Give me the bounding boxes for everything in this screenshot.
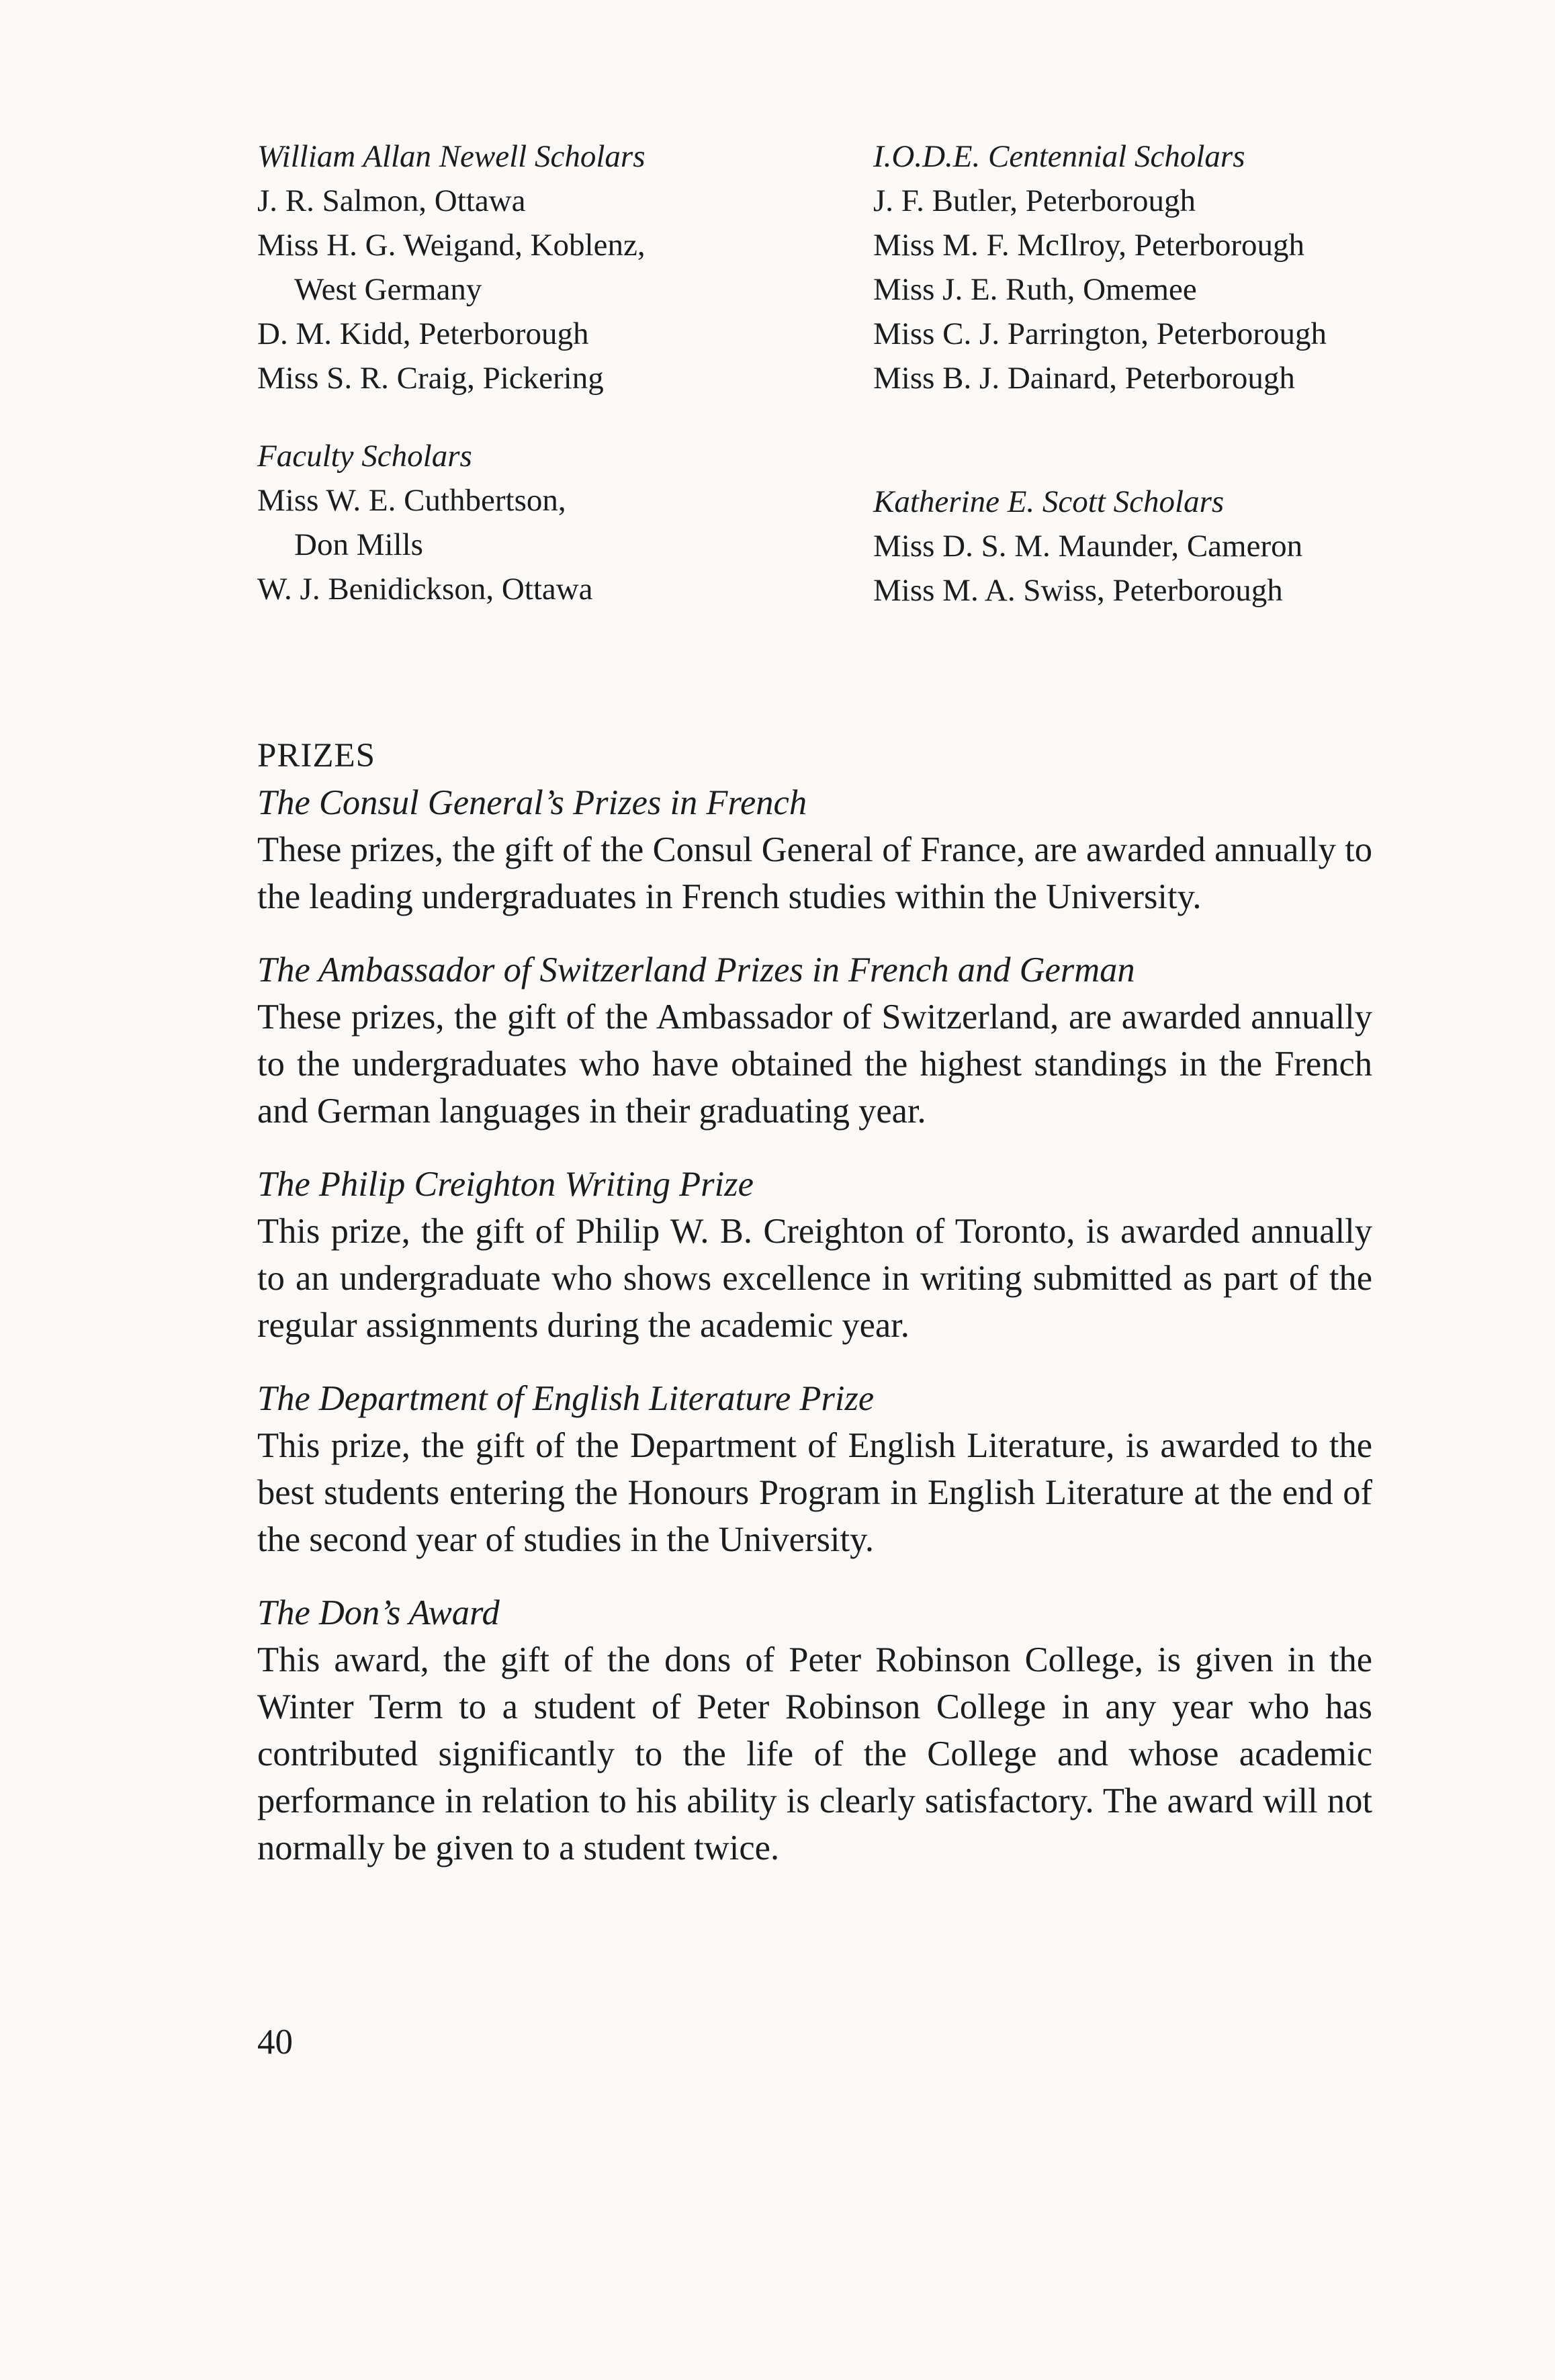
prize-creighton-writing xyxy=(257,1161,1372,1349)
scholar-entry: W. J. Benidickson, Ottawa xyxy=(257,572,593,607)
prize-title: The Consul General’s Prizes in French xyxy=(257,783,807,822)
prize-dons-award xyxy=(257,1589,1372,1871)
scholar-entry: Miss J. E. Ruth, Omemee xyxy=(873,272,1197,307)
scholar-entry: Miss C. J. Parrington, Peterborough xyxy=(873,316,1327,351)
prize-ambassador-switzerland xyxy=(257,946,1372,1135)
scholar-entry: Miss S. R. Craig, Pickering xyxy=(257,361,604,396)
scholars-right-column xyxy=(873,134,1451,613)
scholar-entry: D. M. Kidd, Peterborough xyxy=(257,316,589,351)
prize-title: The Don’s Award xyxy=(257,1593,500,1632)
prize-title: The Department of English Literature Prize xyxy=(257,1379,875,1418)
prize-description: This prize, the gift of Philip W. B. Creighton of Toronto, is awarded annually to an undergraduate who shows excellence in writing submitted as part of the regular assignments during the academic year. xyxy=(257,1212,1372,1345)
scholar-entry: Miss M. F. McIlroy, Peterborough xyxy=(873,228,1305,263)
scholarship-group-faculty xyxy=(257,434,808,611)
prize-english-literature xyxy=(257,1375,1372,1563)
scholar-entry: J. F. Butler, Peterborough xyxy=(873,183,1196,218)
prize-title: The Philip Creighton Writing Prize xyxy=(257,1165,754,1204)
prize-description: This award, the gift of the dons of Peter Robinson College, is given in the Winter Term to a student of Peter Robinson College in any year who has contributed significantly to the life of the College and whose academic performance in relation to his ability is clearly satisfactory. The award will not normally be given to a student twice. xyxy=(257,1640,1372,1867)
scholarship-group-newell xyxy=(257,134,808,400)
scholarship-group-scott xyxy=(873,480,1451,613)
scholar-entry: Miss M. A. Swiss, Peterborough xyxy=(873,573,1283,608)
scholarship-group-iode xyxy=(873,134,1451,400)
scholar-entry: Don Mills xyxy=(294,527,423,562)
prize-description: This prize, the gift of the Department of English Literature, is awarded to the best students entering the Honours Program in English Literature at the end of the second year of studies in the University. xyxy=(257,1426,1372,1559)
prize-title: The Ambassador of Switzerland Prizes in French and German xyxy=(257,951,1135,989)
scholar-entry: J. R. Salmon, Ottawa xyxy=(257,183,526,218)
scholarship-title: William Allan Newell Scholars xyxy=(257,139,646,174)
section-heading: PRIZES xyxy=(257,737,376,775)
scholarship-title: Faculty Scholars xyxy=(257,439,472,474)
prize-consul-general xyxy=(257,779,1372,920)
scholarship-title: I.O.D.E. Centennial Scholars xyxy=(873,139,1245,174)
scholar-entry: Miss D. S. M. Maunder, Cameron xyxy=(873,529,1303,564)
scholarship-title: Katherine E. Scott Scholars xyxy=(873,484,1225,519)
scholar-entry: Miss B. J. Dainard, Peterborough xyxy=(873,361,1295,396)
scholar-entry: Miss H. G. Weigand, Koblenz, xyxy=(257,228,646,263)
prize-description: These prizes, the gift of the Ambassador of Switzerland, are awarded annually to the undergraduates who have obtained the highest standings in the French and German languages in their graduating year. xyxy=(257,998,1372,1131)
scholar-entry: Miss W. E. Cuthbertson, xyxy=(257,483,566,518)
page-number: 40 xyxy=(257,2023,293,2062)
scholar-entry: West Germany xyxy=(294,272,482,307)
prize-description: These prizes, the gift of the Consul General of France, are awarded annually to the leading undergraduates in French studies within the University. xyxy=(257,830,1372,916)
prizes-section xyxy=(257,732,1372,1898)
scholars-left-column xyxy=(257,134,808,611)
